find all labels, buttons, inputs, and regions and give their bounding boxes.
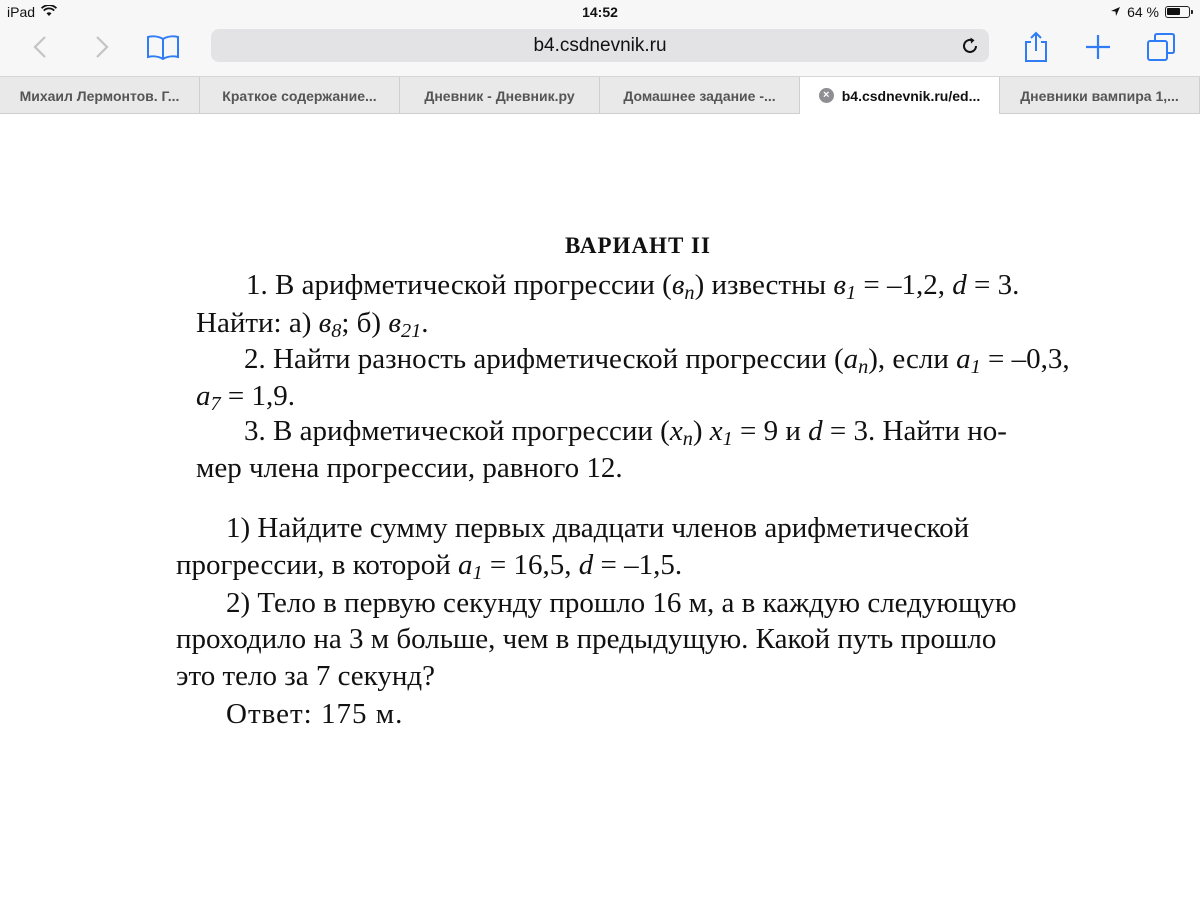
tab-label: b4.csdnevnik.ru/ed... <box>841 87 981 104</box>
variant-title: ВАРИАНТ II <box>565 233 711 258</box>
chevron-left-icon <box>33 35 47 59</box>
battery-icon <box>1165 6 1190 18</box>
problem-1-line-2: прогрессии, в которой $a_1 = 16,5$, d = –1,5. <box>176 549 683 585</box>
answer: Ответ: 175 м. <box>226 698 404 730</box>
address-text: b4.csdnevnik.ru <box>533 34 667 56</box>
battery-level <box>1167 8 1180 15</box>
status-bar <box>0 0 1200 24</box>
problem-2-line-2: проходило на 3 м больше, чем в предыдущую. Какой путь прошло <box>176 623 997 655</box>
problem-2-line-1: 2) Тело в первую секунду прошло 16 м, а в каждую следующую <box>226 587 1017 619</box>
reload-button[interactable] <box>959 35 981 57</box>
chevron-right-icon <box>95 35 109 59</box>
tabs-overview-button[interactable] <box>1141 28 1181 66</box>
task-1-line-1: 1. В арифметической прогрессии $(в_n)$ известны $в_1 = -1,2$, d = 3. <box>246 269 1020 305</box>
tab-label: Михаил Лермонтов. Г... <box>19 87 180 104</box>
clock: 14:52 <box>582 4 618 20</box>
new-tab-button[interactable] <box>1078 28 1118 66</box>
task-3-line-2: мер члена прогрессии, равного 12. <box>196 452 623 484</box>
address-bar[interactable] <box>211 29 989 62</box>
tab-6[interactable] <box>1000 77 1200 114</box>
tab-2[interactable] <box>200 77 400 114</box>
reload-icon <box>959 35 981 57</box>
problem-1-line-1: 1) Найдите сумму первых двадцати членов арифметической <box>226 512 970 544</box>
battery-percent: 64 % <box>1127 4 1159 20</box>
bookmarks-button[interactable] <box>143 28 183 66</box>
task-1-line-2: Найти: а) $в_8$; б) $в_{21}$. <box>196 307 429 343</box>
browser-toolbar <box>0 24 1200 70</box>
tab-1[interactable] <box>0 77 200 114</box>
location-arrow-icon <box>1110 4 1121 20</box>
tab-5-active[interactable] <box>800 77 1000 114</box>
tab-3[interactable] <box>400 77 600 114</box>
close-icon: × <box>823 89 830 101</box>
forward-button[interactable] <box>82 28 122 66</box>
tab-label: Дневник - Дневник.ру <box>424 87 575 104</box>
task-2-line-2: $a_7 = 1,9$. <box>196 380 295 416</box>
tab-label: Краткое содержание... <box>222 87 377 104</box>
problem-2-line-3: это тело за 7 секунд? <box>176 660 436 692</box>
close-tab-button[interactable] <box>819 88 834 103</box>
task-3-line-1: 3. В арифметической прогрессии $(x_n) x_1 = 9$ и d = 3. Найти но- <box>244 415 1007 451</box>
tab-label: Дневники вампира 1,... <box>1020 87 1179 104</box>
tab-label: Домашнее задание -... <box>623 87 776 104</box>
back-button[interactable] <box>20 28 60 66</box>
tab-4[interactable] <box>600 77 800 114</box>
page-content <box>0 114 1200 900</box>
device-name: iPad <box>7 4 36 20</box>
browser-chrome <box>0 0 1200 114</box>
tabs-icon <box>1146 32 1176 62</box>
tab-bar <box>0 76 1200 114</box>
share-button[interactable] <box>1016 28 1056 66</box>
book-icon <box>146 34 180 60</box>
share-icon <box>1023 31 1049 63</box>
plus-icon <box>1084 33 1112 61</box>
task-2-line-1: 2. Найти разность арифметической прогрессии $(a_n)$, если $a_1 = -0,3$, <box>244 343 1070 379</box>
